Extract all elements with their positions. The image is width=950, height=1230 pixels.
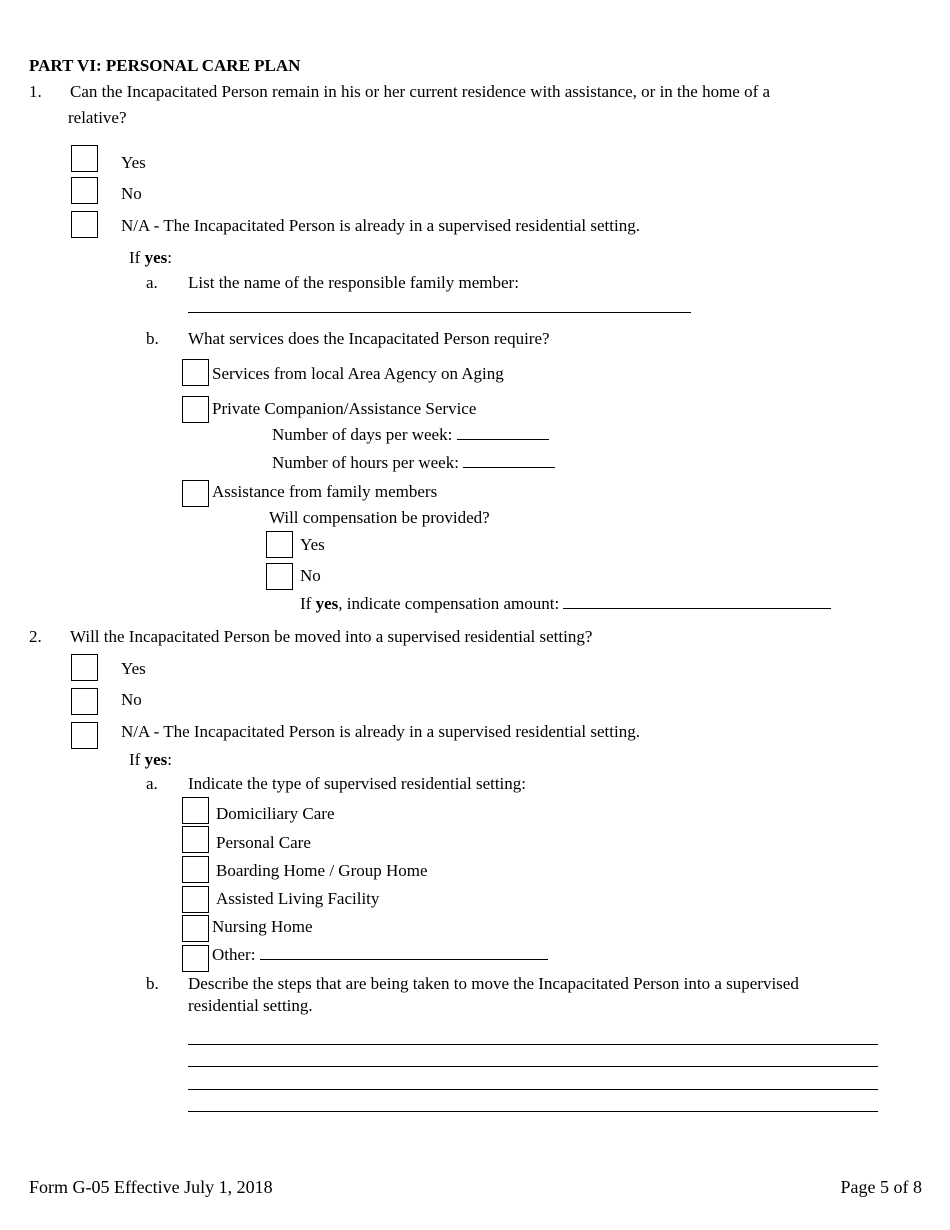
q2b-letter: b. — [146, 974, 159, 993]
compensation-amount: If yes, indicate compensation amount: — [300, 594, 831, 614]
q1b-label: What services does the Incapacitated Person require? — [188, 329, 550, 348]
service-family-label: Assistance from family members — [212, 482, 438, 501]
q1a-letter: a. — [146, 273, 158, 292]
steps-answer-line[interactable] — [188, 1111, 878, 1112]
q1-no-checkbox[interactable] — [71, 177, 98, 204]
compensation-question: Will compensation be provided? — [269, 508, 490, 527]
setting-personal-care-checkbox[interactable] — [182, 826, 209, 853]
steps-answer-line[interactable] — [188, 1066, 878, 1067]
q1-if-yes: If yes: — [129, 248, 172, 267]
q1-yes-label: Yes — [121, 153, 146, 172]
footer-page-number: Page 5 of 8 — [840, 1177, 922, 1197]
q2b-label-line2: residential setting. — [188, 996, 313, 1015]
q2-na-checkbox[interactable] — [71, 722, 98, 749]
setting-assisted-living-checkbox[interactable] — [182, 886, 209, 913]
q2-question: Will the Incapacitated Person be moved into a supervised residential setting? — [70, 627, 593, 646]
compensation-no-checkbox[interactable] — [266, 563, 293, 590]
setting-nursing-home-checkbox[interactable] — [182, 915, 209, 942]
q1-yes-checkbox[interactable] — [71, 145, 98, 172]
service-private-checkbox[interactable] — [182, 396, 209, 423]
q2-no-checkbox[interactable] — [71, 688, 98, 715]
q1-number: 1. — [29, 82, 42, 101]
q2-na-label: N/A - The Incapacitated Person is already in a supervised residential setting. — [121, 722, 640, 741]
steps-answer-line[interactable] — [188, 1044, 878, 1045]
footer-form-id: Form G-05 Effective July 1, 2018 — [29, 1177, 273, 1197]
service-family-checkbox[interactable] — [182, 480, 209, 507]
setting-assisted-living-label: Assisted Living Facility — [216, 889, 380, 908]
setting-domiciliary-label: Domiciliary Care — [216, 804, 335, 823]
q1-no-label: No — [121, 184, 142, 203]
q2b-label-line1: Describe the steps that are being taken to move the Incapacitated Person into a supervised — [188, 974, 799, 993]
compensation-no-label: No — [300, 566, 321, 585]
setting-domiciliary-checkbox[interactable] — [182, 797, 209, 824]
setting-boarding-label: Boarding Home / Group Home — [216, 861, 428, 880]
days-per-week: Number of days per week: — [272, 425, 549, 445]
setting-boarding-checkbox[interactable] — [182, 856, 209, 883]
hours-per-week: Number of hours per week: — [272, 453, 555, 473]
setting-other: Other: — [212, 945, 548, 965]
q1-na-label: N/A - The Incapacitated Person is already in a supervised residential setting. — [121, 216, 640, 235]
compensation-amount-field[interactable] — [563, 594, 831, 609]
q2-yes-checkbox[interactable] — [71, 654, 98, 681]
part-title: PART VI: PERSONAL CARE PLAN — [29, 56, 301, 75]
setting-other-field[interactable] — [260, 945, 548, 960]
setting-nursing-home-label: Nursing Home — [212, 917, 313, 936]
setting-personal-care-label: Personal Care — [216, 833, 311, 852]
q2-if-yes: If yes: — [129, 750, 172, 769]
steps-answer-line[interactable] — [188, 1089, 878, 1090]
setting-other-checkbox[interactable] — [182, 945, 209, 972]
q1b-letter: b. — [146, 329, 159, 348]
q1-question-line2: relative? — [68, 108, 127, 127]
hours-per-week-field[interactable] — [463, 453, 555, 468]
family-member-name-field[interactable] — [188, 312, 691, 313]
q2-no-label: No — [121, 690, 142, 709]
q1a-label: List the name of the responsible family member: — [188, 273, 519, 292]
q1-question-line1: Can the Incapacitated Person remain in his or her current residence with assistance, or in the home of a — [70, 82, 771, 101]
compensation-yes-label: Yes — [300, 535, 325, 554]
days-per-week-field[interactable] — [457, 425, 549, 440]
service-aging-checkbox[interactable] — [182, 359, 209, 386]
service-private-label: Private Companion/Assistance Service — [212, 399, 477, 418]
q1-na-checkbox[interactable] — [71, 211, 98, 238]
q2a-label: Indicate the type of supervised residential setting: — [188, 774, 527, 793]
q2a-letter: a. — [146, 774, 158, 793]
service-aging-label: Services from local Area Agency on Aging — [212, 364, 504, 383]
q2-number: 2. — [29, 627, 42, 646]
q2-yes-label: Yes — [121, 659, 146, 678]
compensation-yes-checkbox[interactable] — [266, 531, 293, 558]
